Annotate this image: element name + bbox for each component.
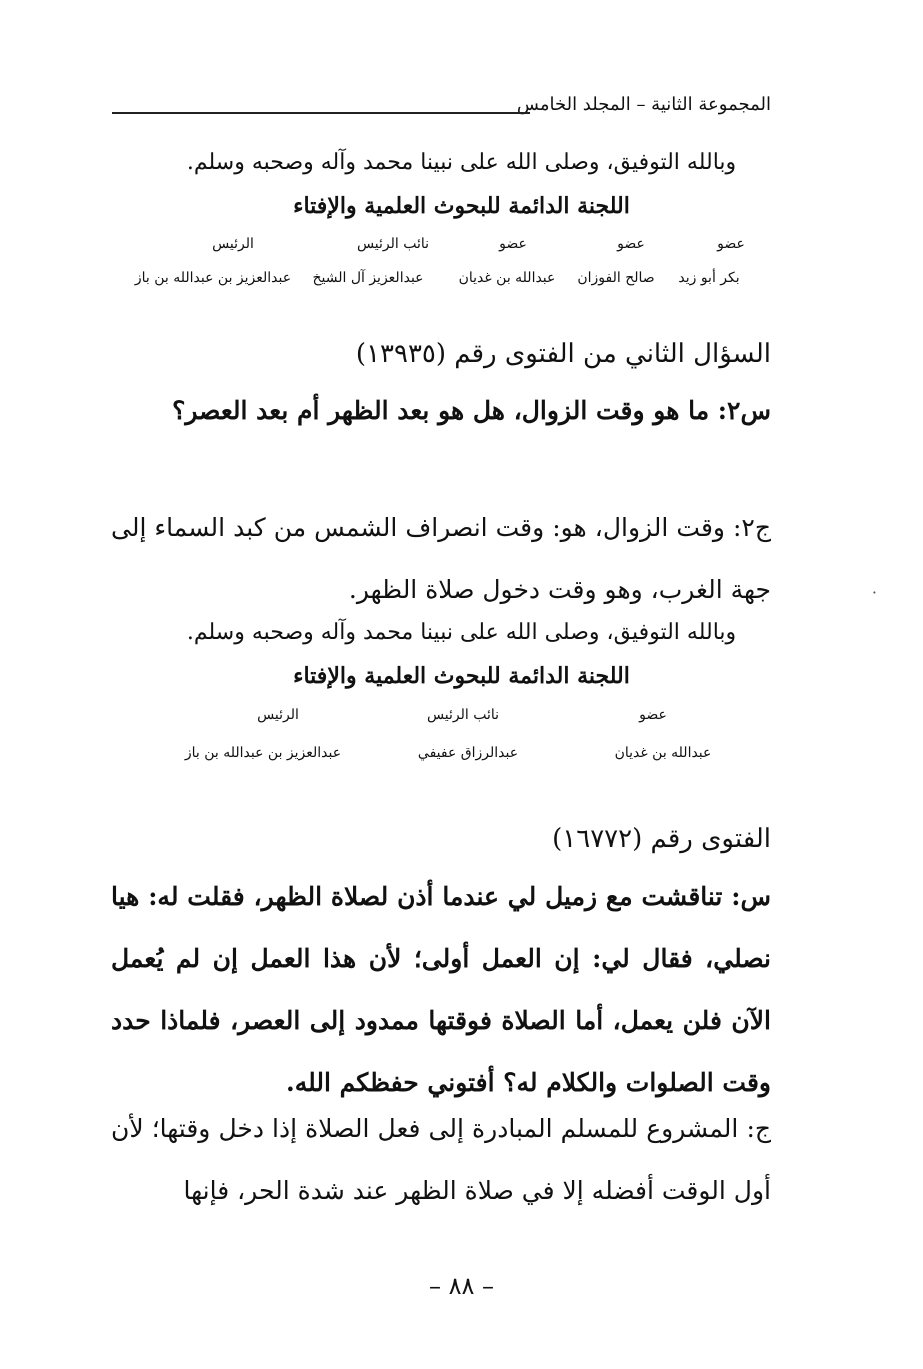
signatory-role: نائب الرئيس (356, 236, 430, 252)
signatory-name: عبدالعزيز بن عبدالله بن باز (134, 270, 292, 286)
fatwa-heading: الفتوى رقم (١٦٧٧٢) (552, 824, 771, 854)
question-text: س٢: ما هو وقت الزوال، هل هو بعد الظهر أم بعد العصر؟ (172, 396, 771, 425)
committee-name: اللجنة الدائمة للبحوث العلمية والإفتاء (293, 663, 630, 689)
signatory-name: صالح الفوزان (577, 270, 655, 286)
signatory-role: الرئيس (212, 236, 254, 252)
signatory-name: عبدالله بن غديان (614, 745, 712, 761)
signatory-role: عضو (639, 707, 667, 723)
signatory-name: عبدالعزيز بن عبدالله بن باز (184, 745, 342, 761)
header-rule (112, 112, 530, 114)
signatory-role: عضو (499, 236, 527, 252)
margin-mark: · (871, 583, 877, 602)
answer-text: ج: المشروع للمسلم المبادرة إلى فعل الصلاة إذا دخل وقتها؛ لأن أول الوقت أفضله إلا في صلاة الظهر عند شدة الحر، فإنها (111, 1114, 771, 1205)
running-header: المجموعة الثانية – المجلد الخامس (516, 94, 771, 115)
closing-line: وبالله التوفيق، وصلى الله على نبينا محمد وآله وصحبه وسلم. (186, 150, 737, 175)
fatwa-heading: السؤال الثاني من الفتوى رقم (١٣٩٣٥) (355, 339, 771, 369)
page-number: – ٨٨ – (428, 1272, 495, 1300)
question-text: س: تناقشت مع زميل لي عندما أذن لصلاة الظهر، فقلت له: هيا نصلي، فقال لي: إن العمل أولى؛ لأن هذا العمل إن لم يُعمل الآن فلن يعمل، أما الصلاة فوقتها ممدود إلى العصر، فلماذا حدد وقت الصلوات والكلام له؟ أفتوني حفظكم الله. (111, 882, 771, 1097)
signatory-name: بكر أبو زيد (678, 270, 740, 286)
signatory-role: نائب الرئيس (426, 707, 500, 723)
signatory-name: عبدالرزاق عفيفي (417, 745, 519, 761)
closing-line: وبالله التوفيق، وصلى الله على نبينا محمد وآله وصحبه وسلم. (186, 620, 737, 645)
answer-text: ج٢: وقت الزوال، هو: وقت انصراف الشمس من كبد السماء إلى جهة الغرب، وهو وقت دخول صلاة الظهر. (111, 513, 771, 604)
signatory-name: عبدالله بن غديان (458, 270, 556, 286)
signatory-role: عضو (617, 236, 645, 252)
signatory-role: عضو (717, 236, 745, 252)
signatory-name: عبدالعزيز آل الشيخ (312, 270, 424, 286)
signatory-role: الرئيس (257, 707, 299, 723)
committee-name: اللجنة الدائمة للبحوث العلمية والإفتاء (293, 193, 630, 219)
